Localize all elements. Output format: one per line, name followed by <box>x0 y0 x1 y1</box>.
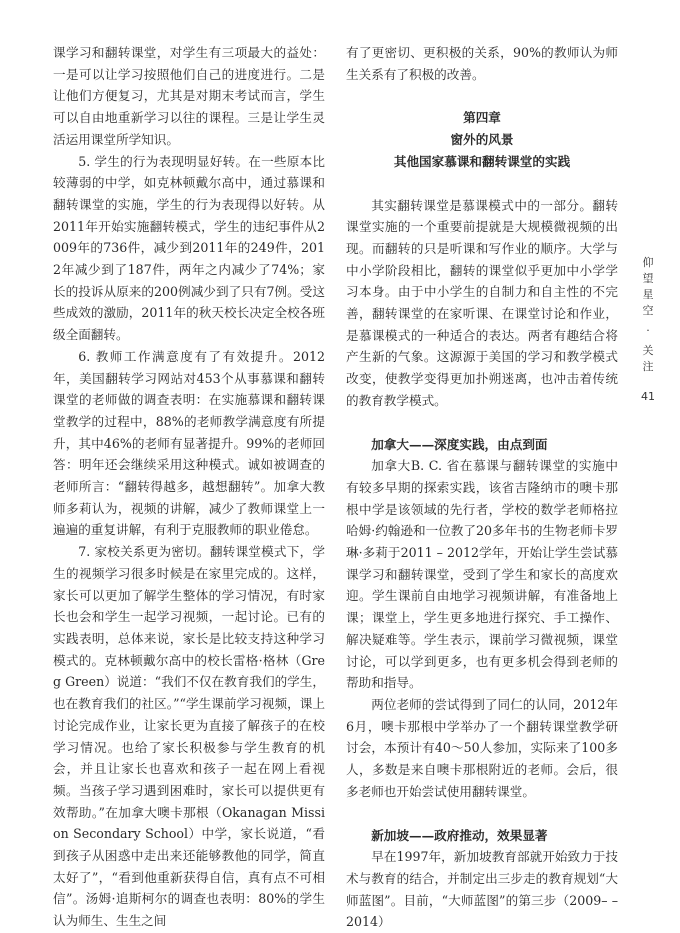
sidebar-char: 空 <box>642 304 654 317</box>
paragraph-continued: 课学习和翻转课堂，对学生有三项最大的益处：一是可以让学习按照他们自己的进度进行。二是让他们方便复习，尤其是对期末考试而言，学生可以自由地重新学习以往的课程。三是让学生灵活运用课堂所学知识。 <box>53 45 325 147</box>
paragraph-point-6: 6. 教师工作满意度有了有效提升。2012年，美国翻转学习网站对453个从事慕课和翻转课堂的老师做的调查表明：在实施慕课和翻转课堂教学的过程中，88%的老师教学满意度有所提升，其中46%的老师有显著提升。99%的老师回答：明年还会继续采用这种模式。诚如被调查的老师所言：“翻转得越多，越想翻转”。加拿大教师多莉认为，视频的讲解，减少了教师课堂上一遍遍的重复讲解，有利于克服教师的职业倦怠。 <box>53 348 325 538</box>
chapter-title: 窗外的风景 <box>450 132 514 148</box>
section-title-canada: 加拿大——深度实践，由点到面 <box>371 436 548 452</box>
paragraph-canada-2: 两位老师的尝试得到了同仁的认同，2012年6月，噢卡那根中学举办了一个翻转课堂教学研讨会，本预计有40～50人参加，实际来了100多人，多数是来自噢卡那根附近的老师。会后，很多老师也开始尝试使用翻转课堂。 <box>346 696 618 799</box>
right-column <box>346 42 618 933</box>
page-number: 41 <box>641 390 655 403</box>
sidebar-char: 仰 <box>642 256 654 269</box>
chapter-intro-paragraph: 其实翻转课堂是慕课模式中的一部分。翻转课堂实施的一个重要前提就是大规模微视频的出现。而翻转的只是听课和写作业的顺序。大学与中小学阶段相比，翻转的课堂似乎更加中小学学习本身。由于中小学生的自制力和自主性的不完善，翻转课堂的在家听课、在课堂讨论和作业，是慕课模式的一种适合的表达。两者有趣结合将产生新的气象。这源源于美国的学习和教学模式改变，使教学变得更加扑朔迷离，也冲击着传统的教育教学模式。 <box>346 197 618 408</box>
running-footer-vertical <box>638 255 658 405</box>
sidebar-char: 注 <box>642 360 654 373</box>
sidebar-separator: · <box>646 324 650 337</box>
chapter-number: 第四章 <box>463 110 501 126</box>
sidebar-char: 望 <box>642 272 654 285</box>
chapter-subtitle: 其他国家慕课和翻转课堂的实践 <box>393 153 571 169</box>
left-column <box>53 42 325 932</box>
paragraph-point-7: 7. 家校关系更为密切。翻转课堂模式下，学生的视频学习很多时候是在家里完成的。这样，家长可以更加了解学生整体的学习情况，有时家长也会和学生一起学习视频，一起讨论。已有的实践表明，总体来说，家长是比较支持这种学习模式的。克林顿戴尔高中的校长雷格·格林（Greg Green）说道：“我们不仅在教育我们的学生，也在教育我们的社区。”“学生课前学习视频，课上讨论完成作业，让家长更为直接了解孩子的在校学习情况。也给了家长积极参与学生教育的机会，并且让家长也喜欢和孩子一起在网上看视频。当孩子学习遇到困难时，家长可以提供更有效帮助。”在加拿大噢卡那根（Okanagan Mission Secondary School）中学，家长说道，“看到孩子从困惑中走出来还能够教他的同学，简直太好了”，“看到他重新获得自信，真有点不可相信”。汤姆·追斯柯尔的调查也表明：80%的学生认为师生、生生之间 <box>53 544 325 929</box>
paragraph-singapore-1: 早在1997年，新加坡教育部就开始致力于技术与教育的结合，并制定出三步走的教育规划“大师蓝图”。目前，“大师蓝图”的第三步（2009– –2014） <box>346 849 618 930</box>
sidebar-char: 星 <box>642 288 654 301</box>
section-title-singapore: 新加坡——政府推动，效果显著 <box>371 827 548 843</box>
chapter-heading <box>346 107 618 172</box>
paragraph-continued: 有了更密切、更积极的关系，90%的教师认为师生关系有了积极的改善。 <box>346 45 618 82</box>
paragraph-point-5: 5. 学生的行为表现明显好转。在一些原本比较薄弱的中学，如克林顿戴尔高中，通过慕课和翻转课堂的实施，学生的行为表现得以好转。从2011年开始实施翻转模式，学生的违纪事件从2009年的736件，减少到2011年的249件，2012年减少到了187件，两年之内减少了74%；家长的投诉从原来的200例减少到了只有7例。受这些成效的激励，2011年的秋天校长决定全校各班级全面翻转。 <box>53 153 325 343</box>
paragraph-canada-1: 加拿大B. C. 省在慕课与翻转课堂的实施中有较多早期的探索实践，该省吉隆纳市的噢卡那根中学是该领域的先行者，学校的数学老师格拉哈姆·约翰逊和一位教了20多年书的生物老师卡罗琳·多莉于2011 – 2012学年，开始让学生尝试慕课学习和翻转课堂，受到了学生和家长的高度欢迎。学生课前自由地学习视频讲解，有准备地上课；课堂上，学生更多地进行探究、手工操作、解决疑难等。学生表示，课前学习微视频，课堂讨论，可以学到更多，也有更多机会得到老师的帮助和指导。 <box>346 458 618 691</box>
sidebar-char: 关 <box>642 344 654 357</box>
